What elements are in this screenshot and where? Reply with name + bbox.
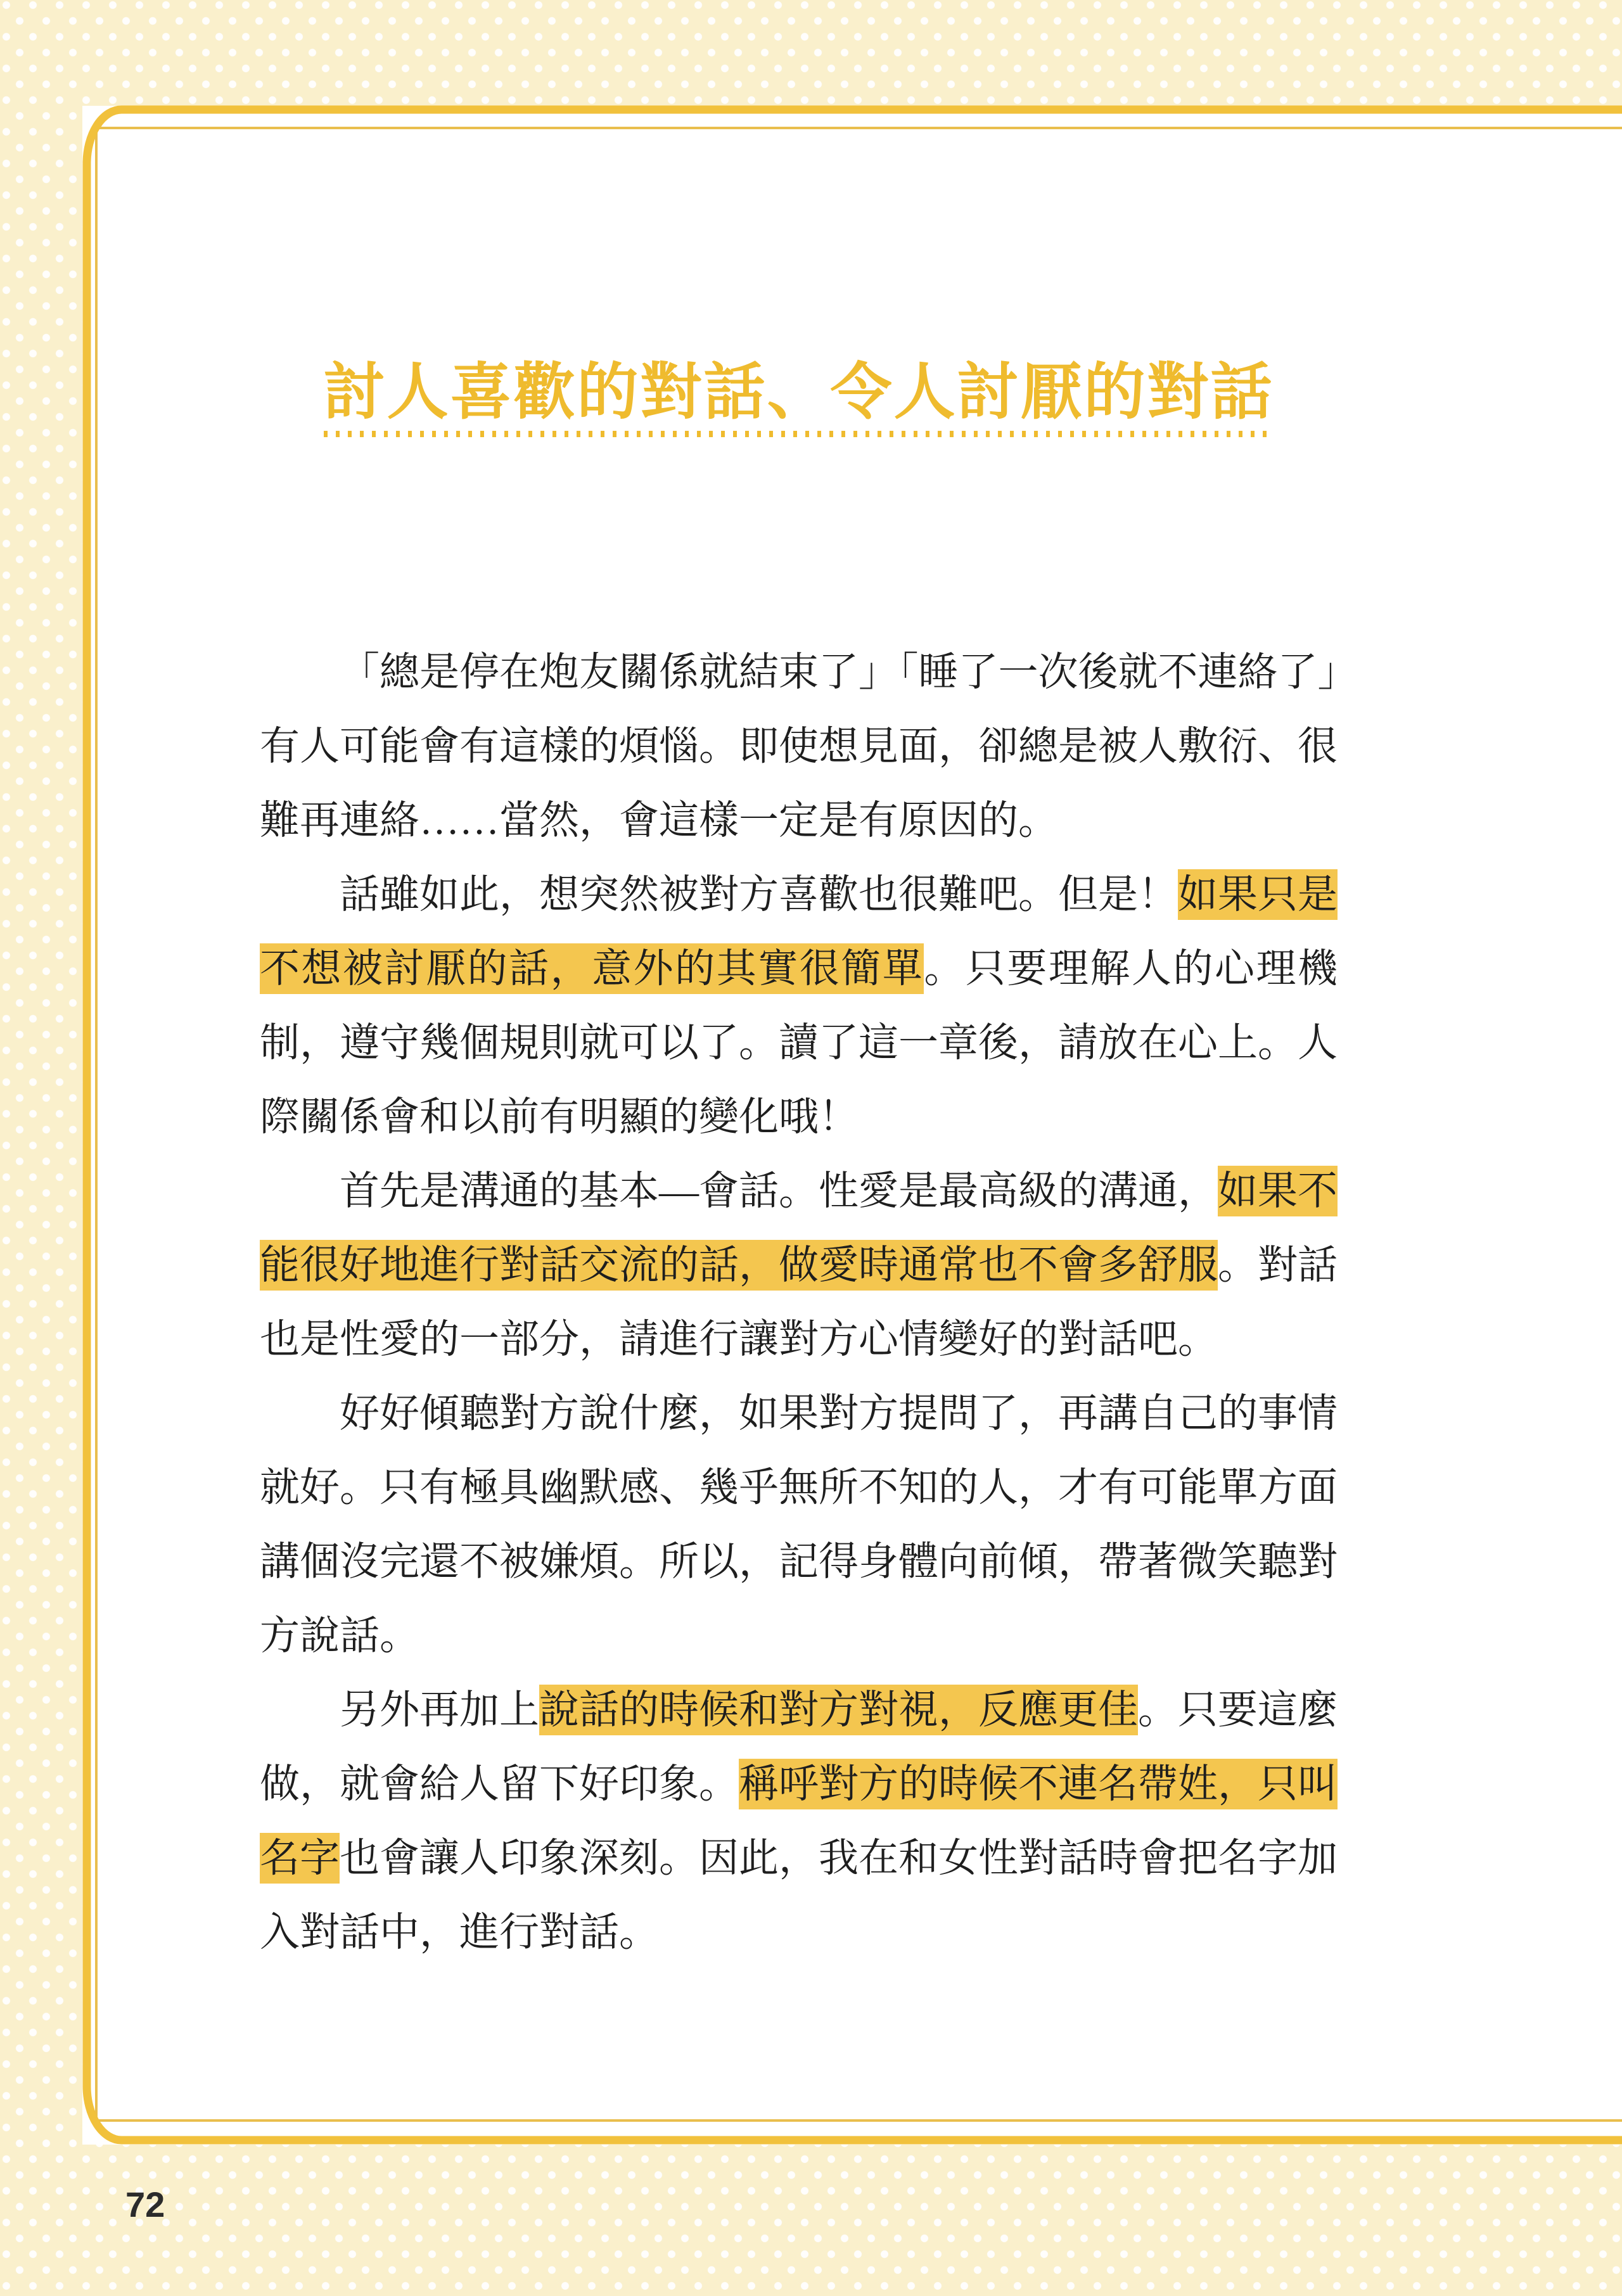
- page-title: 討人喜歡的對話、令人討厭的對話: [324, 360, 1274, 437]
- highlighted-text: 說話的時候和對方對視，反應更佳: [539, 1685, 1138, 1735]
- body-paragraphs: [260, 635, 1338, 1970]
- text-segment: 另外再加上: [340, 1688, 539, 1732]
- text-segment: 。只要理解人的心理機制，遵守幾個規則就可以了。讀了這一章後，請放在心上。人際關係會和以前有明顯的變化哦！: [260, 947, 1338, 1139]
- highlighted-text: 稱呼對方的時候不連名帶姓，只叫名字: [260, 1759, 1338, 1884]
- text-segment: 好好傾聽對方說什麼，如果對方提問了，再講自己的事情就好。只有極具幽默感、幾乎無所不知的人，才有可能單方面講個沒完還不被嫌煩。所以，記得身體向前傾，帶著微笑聽對方說話。: [260, 1391, 1338, 1658]
- paragraph: [260, 1673, 1338, 1970]
- paragraph: [260, 1377, 1338, 1673]
- paragraph: [260, 635, 1338, 858]
- title-block: [260, 357, 1338, 437]
- text-segment: 。只要這麼做，就會給人留下好印象。: [260, 1688, 1338, 1806]
- text-segment: 首先是溝通的基本—會話。性愛是最高級的溝通，: [340, 1169, 1218, 1213]
- paragraph: [260, 858, 1338, 1154]
- highlighted-text: 如果只是不想被討厭的話，意外的其實很簡單: [260, 869, 1338, 994]
- page-number: 72: [125, 2184, 165, 2224]
- text-segment: 。對話也是性愛的一部分，請進行讓對方心情變好的對話吧。: [260, 1243, 1338, 1362]
- text-segment: 也會讓人印象深刻。因此，我在和女性對話時會把名字加入對話中，進行對話。: [260, 1836, 1338, 1955]
- text-segment: 「總是停在炮友關係就結束了」「睡了一次後就不連絡了」有人可能會有這樣的煩惱。即使想見面，卻總是被人敷衍、很難再連絡……當然，會這樣一定是有原因的。: [260, 650, 1338, 843]
- highlighted-text: 如果不能很好地進行對話交流的話，做愛時通常也不會多舒服: [260, 1166, 1338, 1291]
- text-segment: 話雖如此，想突然被對方喜歡也很難吧。但是！: [340, 872, 1178, 917]
- paragraph: [260, 1154, 1338, 1377]
